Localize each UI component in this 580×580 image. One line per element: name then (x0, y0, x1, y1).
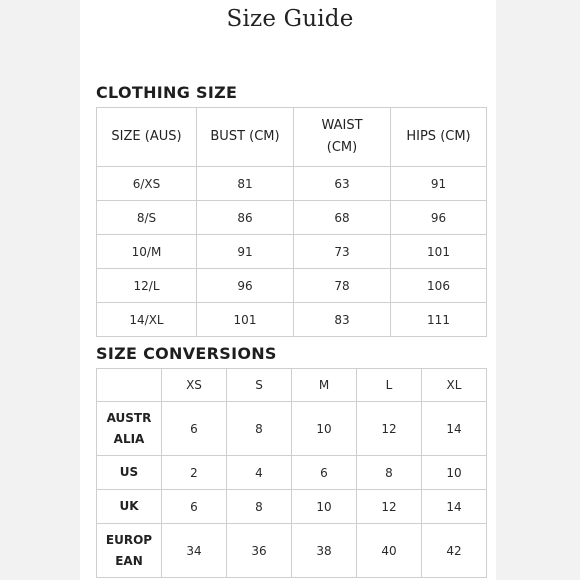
table-header-row (97, 108, 487, 167)
table-cell: 4 (227, 456, 292, 490)
size-conversions-heading: SIZE CONVERSIONS (96, 344, 277, 363)
column-header: HIPS (CM) (391, 108, 487, 167)
table-row (97, 524, 487, 578)
table-cell: 96 (391, 201, 487, 235)
table-cell: 6 (162, 402, 227, 456)
clothing-size-table (96, 107, 487, 337)
table-cell: 12 (357, 490, 422, 524)
table-cell: 8 (227, 490, 292, 524)
row-label: UK (97, 490, 162, 524)
table-cell: 2 (162, 456, 227, 490)
table-cell: 42 (422, 524, 487, 578)
table-cell: 106 (391, 269, 487, 303)
table-cell: 63 (294, 167, 391, 201)
table-cell: 6/XS (97, 167, 197, 201)
column-header: WAIST (CM) (294, 108, 391, 167)
table-row (97, 167, 487, 201)
table-cell: 6 (292, 456, 357, 490)
table-cell: 73 (294, 235, 391, 269)
table-cell: 38 (292, 524, 357, 578)
table-cell: 34 (162, 524, 227, 578)
table-cell: 86 (197, 201, 294, 235)
page-title: Size Guide (226, 6, 354, 32)
table-cell: 10/M (97, 235, 197, 269)
table-cell: 83 (294, 303, 391, 337)
table-row (97, 456, 487, 490)
table-row (97, 303, 487, 337)
table-cell: 101 (197, 303, 294, 337)
column-header: S (227, 369, 292, 402)
row-label: US (97, 456, 162, 490)
table-cell: 10 (422, 456, 487, 490)
table-cell: 68 (294, 201, 391, 235)
table-cell: 40 (357, 524, 422, 578)
table-cell: 14/XL (97, 303, 197, 337)
table-row (97, 201, 487, 235)
table-cell: 12/L (97, 269, 197, 303)
clothing-size-heading: CLOTHING SIZE (96, 83, 238, 102)
table-cell: 91 (197, 235, 294, 269)
table-row (97, 235, 487, 269)
table-cell: 8 (357, 456, 422, 490)
column-header: SIZE (AUS) (97, 108, 197, 167)
table-header-row (97, 369, 487, 402)
row-label: AUSTRALIA (97, 402, 162, 456)
table-cell: 78 (294, 269, 391, 303)
column-header: XS (162, 369, 227, 402)
table-cell: 101 (391, 235, 487, 269)
row-label: EUROPEAN (97, 524, 162, 578)
column-header: BUST (CM) (197, 108, 294, 167)
column-header: XL (422, 369, 487, 402)
table-cell: 10 (292, 402, 357, 456)
table-cell: 10 (292, 490, 357, 524)
table-row (97, 402, 487, 456)
table-row (97, 269, 487, 303)
table-cell: 111 (391, 303, 487, 337)
table-row (97, 490, 487, 524)
size-conversions-table (96, 368, 487, 578)
empty-corner-cell (97, 369, 162, 402)
table-cell: 96 (197, 269, 294, 303)
table-cell: 91 (391, 167, 487, 201)
column-header: M (292, 369, 357, 402)
table-cell: 8 (227, 402, 292, 456)
table-cell: 14 (422, 402, 487, 456)
table-cell: 14 (422, 490, 487, 524)
table-cell: 12 (357, 402, 422, 456)
table-cell: 36 (227, 524, 292, 578)
table-cell: 6 (162, 490, 227, 524)
column-header: L (357, 369, 422, 402)
table-cell: 81 (197, 167, 294, 201)
table-cell: 8/S (97, 201, 197, 235)
